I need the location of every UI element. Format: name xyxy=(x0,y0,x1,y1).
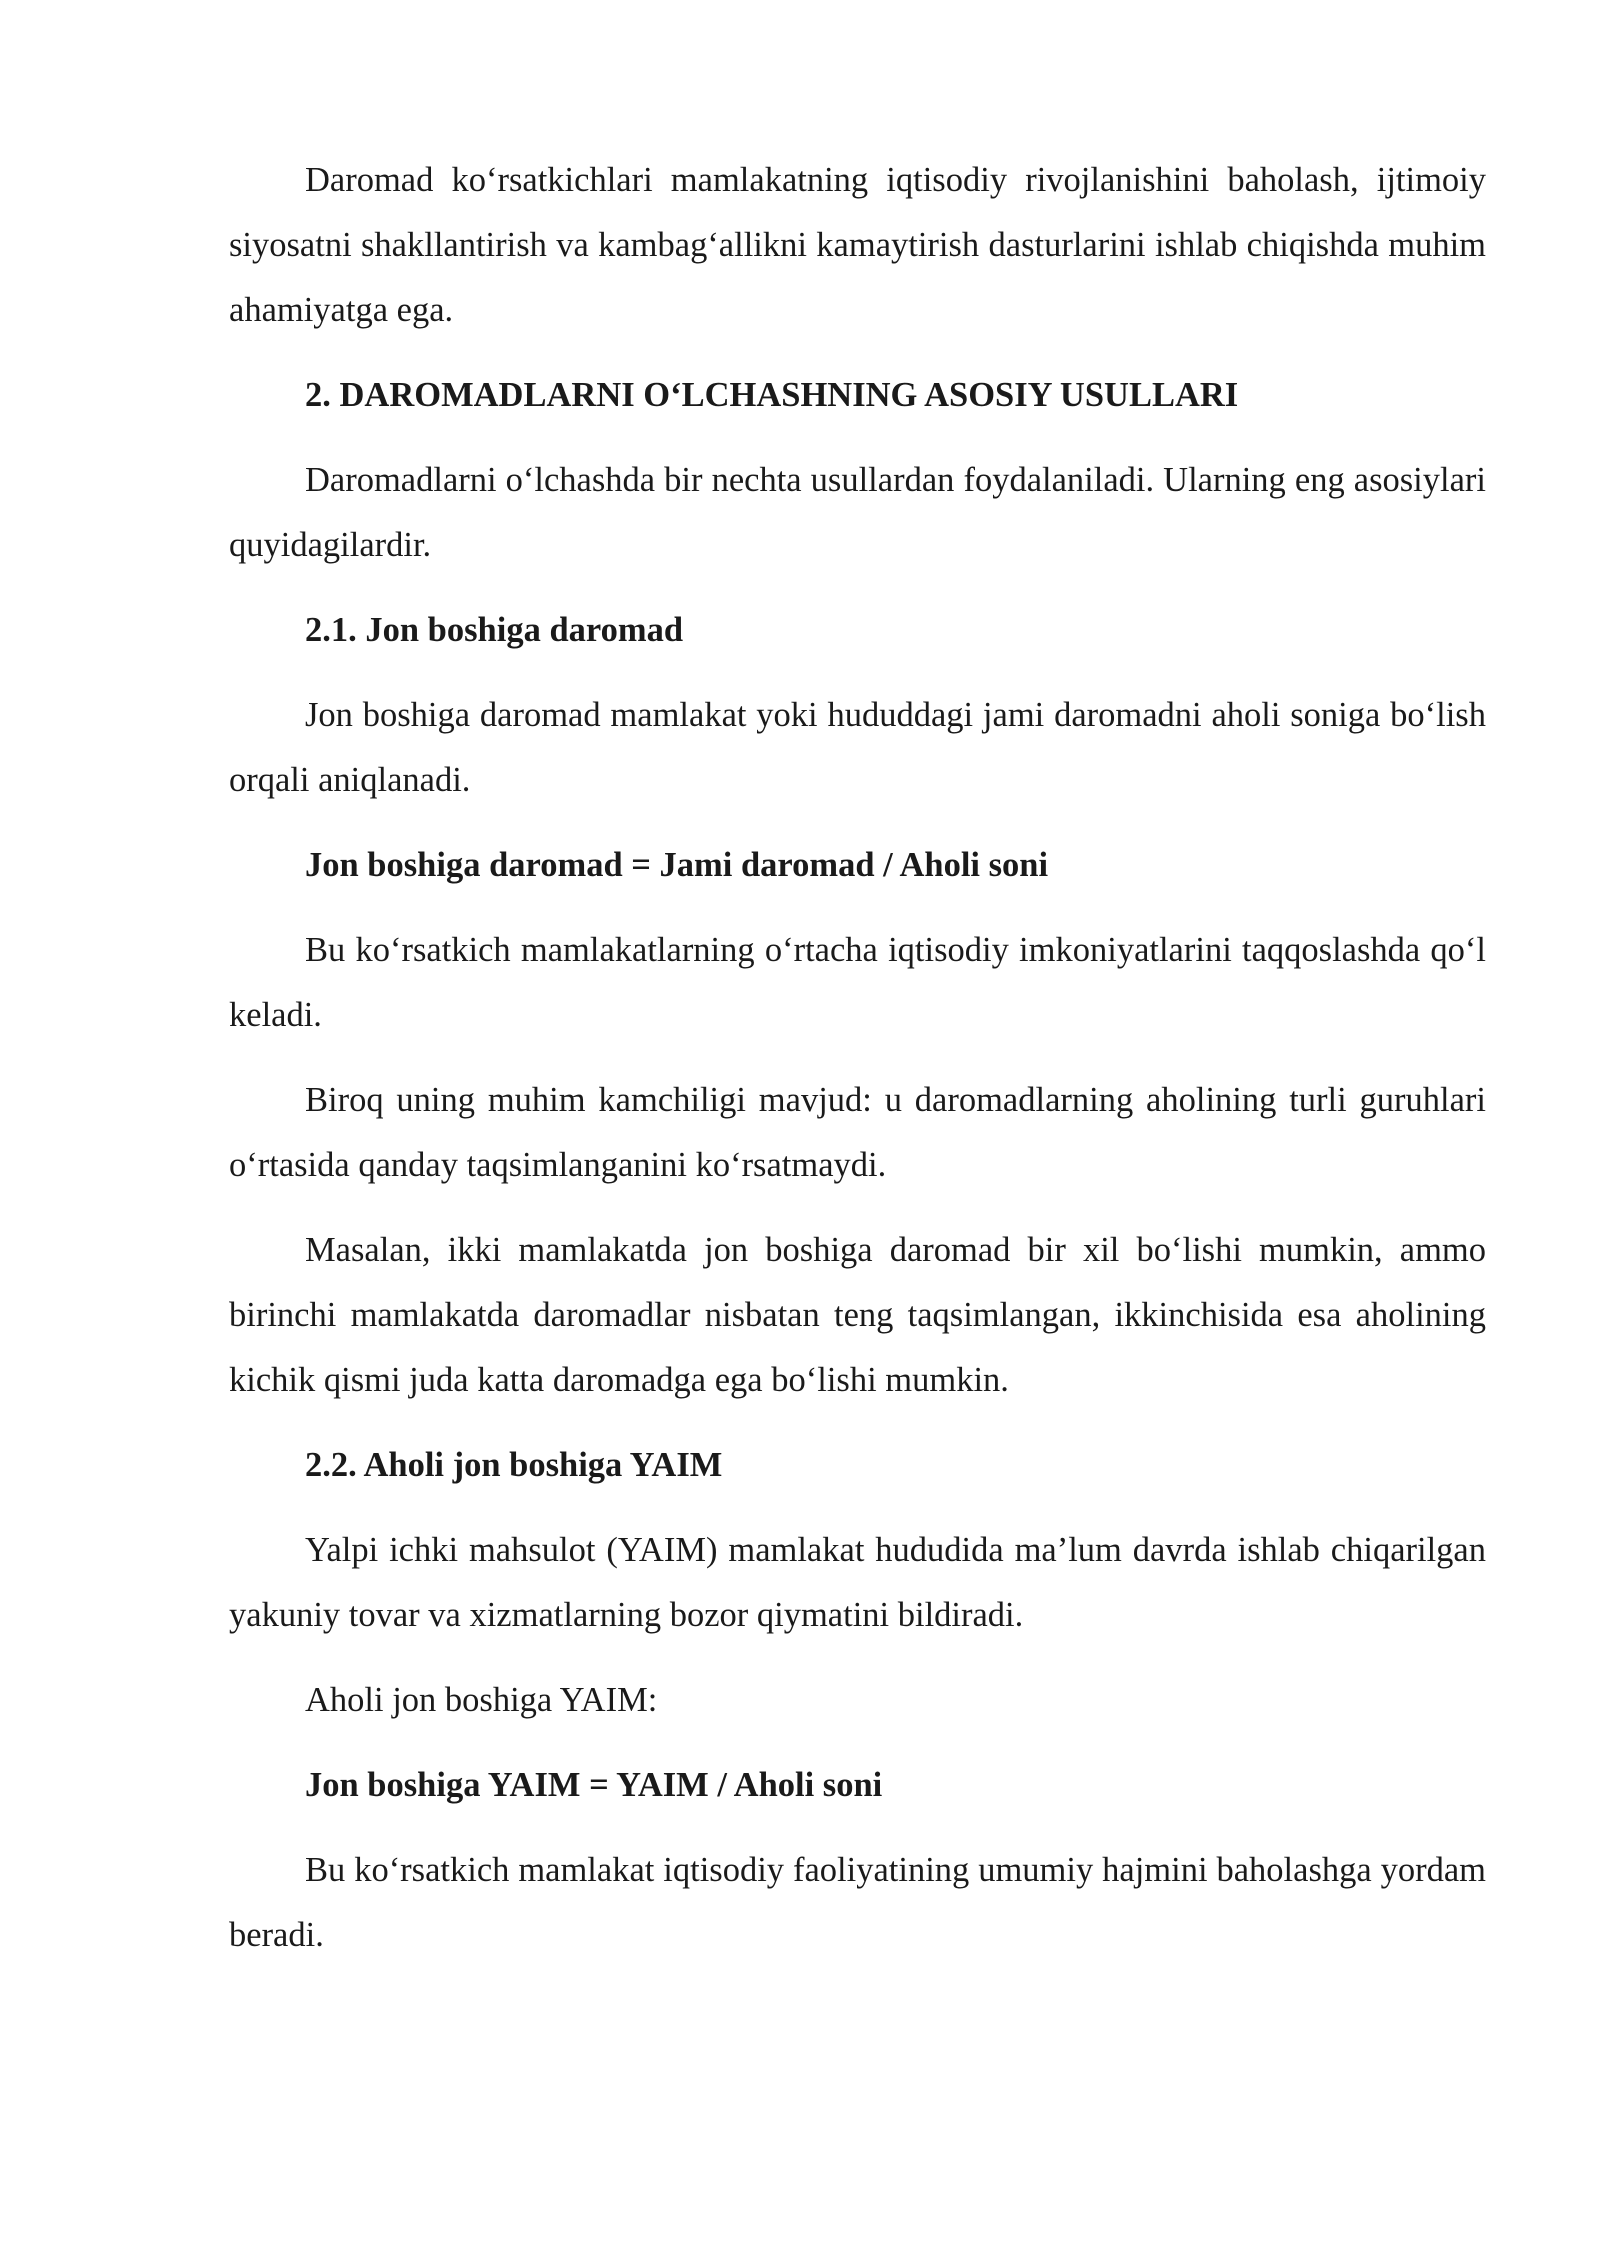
paragraph-intro: Daromad ko‘rsatkichlari mamlakatning iqtisodiy rivojlanishini baholash, ijtimoiy siyosatni shakllantirish va kambag‘allikni kamaytirish dasturlarini ishlab chiqishda muhim ahamiyatga ega. xyxy=(229,161,1486,329)
paragraph-comparison: Bu ko‘rsatkich mamlakatlarning o‘rtacha iqtisodiy imkoniyatlarini taqqoslashda qo‘l keladi. xyxy=(229,931,1486,1034)
formula-per-capita-income: Jon boshiga daromad = Jami daromad / Aholi soni xyxy=(305,846,1049,884)
document-page xyxy=(229,148,1486,1988)
paragraph-gdp-usage: Bu ko‘rsatkich mamlakat iqtisodiy faoliyatining umumiy hajmini baholashga yordam beradi. xyxy=(229,1851,1486,1954)
subsection-heading-2-1: 2.1. Jon boshiga daromad xyxy=(305,611,684,649)
subsection-heading-2-2: 2.2. Aholi jon boshiga YAIM xyxy=(305,1446,723,1484)
paragraph-drawback: Biroq uning muhim kamchiligi mavjud: u daromadlarning aholining turli guruhlari o‘rtasida qanday taqsimlanganini ko‘rsatmaydi. xyxy=(229,1081,1486,1184)
formula-gdp-per-capita: Jon boshiga YAIM = YAIM / Aholi soni xyxy=(305,1766,883,1804)
paragraph-gdp-per-capita-intro: Aholi jon boshiga YAIM: xyxy=(305,1681,658,1719)
paragraph-per-capita-definition: Jon boshiga daromad mamlakat yoki hududdagi jami daromadni aholi soniga bo‘lish orqali aniqlanadi. xyxy=(229,696,1486,799)
paragraph-methods: Daromadlarni o‘lchashda bir nechta usullardan foydalaniladi. Ularning eng asosiylari quyidagilardir. xyxy=(229,461,1486,564)
paragraph-example: Masalan, ikki mamlakatda jon boshiga daromad bir xil bo‘lishi mumkin, ammo birinchi mamlakatda daromadlar nisbatan teng taqsimlangan, ikkinchisida esa aholining kichik qismi juda katta daromadga ega bo‘lishi mumkin. xyxy=(229,1231,1486,1399)
paragraph-gdp-definition: Yalpi ichki mahsulot (YAIM) mamlakat hududida ma’lum davrda ishlab chiqarilgan yakuniy tovar va xizmatlarning bozor qiymatini bildiradi. xyxy=(229,1531,1486,1634)
section-heading-2: 2. DAROMADLARNI O‘LCHASHNING ASOSIY USULLARI xyxy=(305,376,1239,414)
